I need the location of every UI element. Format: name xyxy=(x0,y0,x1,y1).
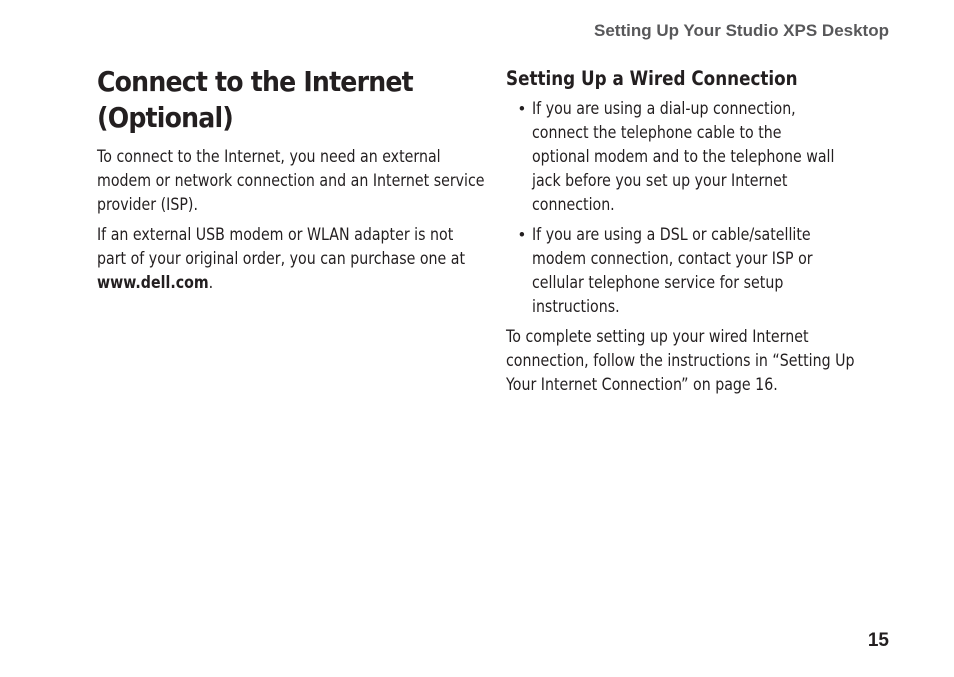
bullet-icon: • xyxy=(519,100,525,118)
page-number: 15 xyxy=(867,630,889,651)
list-item xyxy=(506,223,890,319)
intro-paragraph: To connect to the Internet, you need an external modem or network connection and an Internet service provider (ISP). xyxy=(97,147,485,214)
purchase-paragraph xyxy=(97,223,486,295)
purchase-paragraph-prefix: If an external USB modem or WLAN adapter is not part of your original order, you can purchase one at xyxy=(97,225,466,268)
list-item xyxy=(506,97,890,217)
left-column xyxy=(97,64,487,301)
dell-website-link[interactable]: www.dell.com xyxy=(97,273,209,292)
bullet-icon: • xyxy=(519,226,525,244)
list-item-text: If you are using a dial-up connection, connect the telephone cable to the optional modem and to the telephone wall jack before you set up your Internet connection. xyxy=(532,99,835,214)
page-title-line-1: Connect to the Internet xyxy=(97,65,413,98)
section-heading: Setting Up a Wired Connection xyxy=(506,67,798,90)
list-item-text: If you are using a DSL or cable/satellite modem connection, contact your ISP or cellular telephone service for setup instructions. xyxy=(532,225,813,316)
closing-paragraph: To complete setting up your wired Internet connection, follow the instructions in “Setting Up Your Internet Connection” on page 16. xyxy=(506,327,855,394)
page-title-line-2: (Optional) xyxy=(97,101,233,134)
page-title xyxy=(97,64,501,136)
instruction-list xyxy=(506,97,890,319)
purchase-paragraph-suffix: . xyxy=(208,273,214,292)
right-column xyxy=(506,66,890,403)
running-header: Setting Up Your Studio XPS Desktop xyxy=(593,21,889,40)
